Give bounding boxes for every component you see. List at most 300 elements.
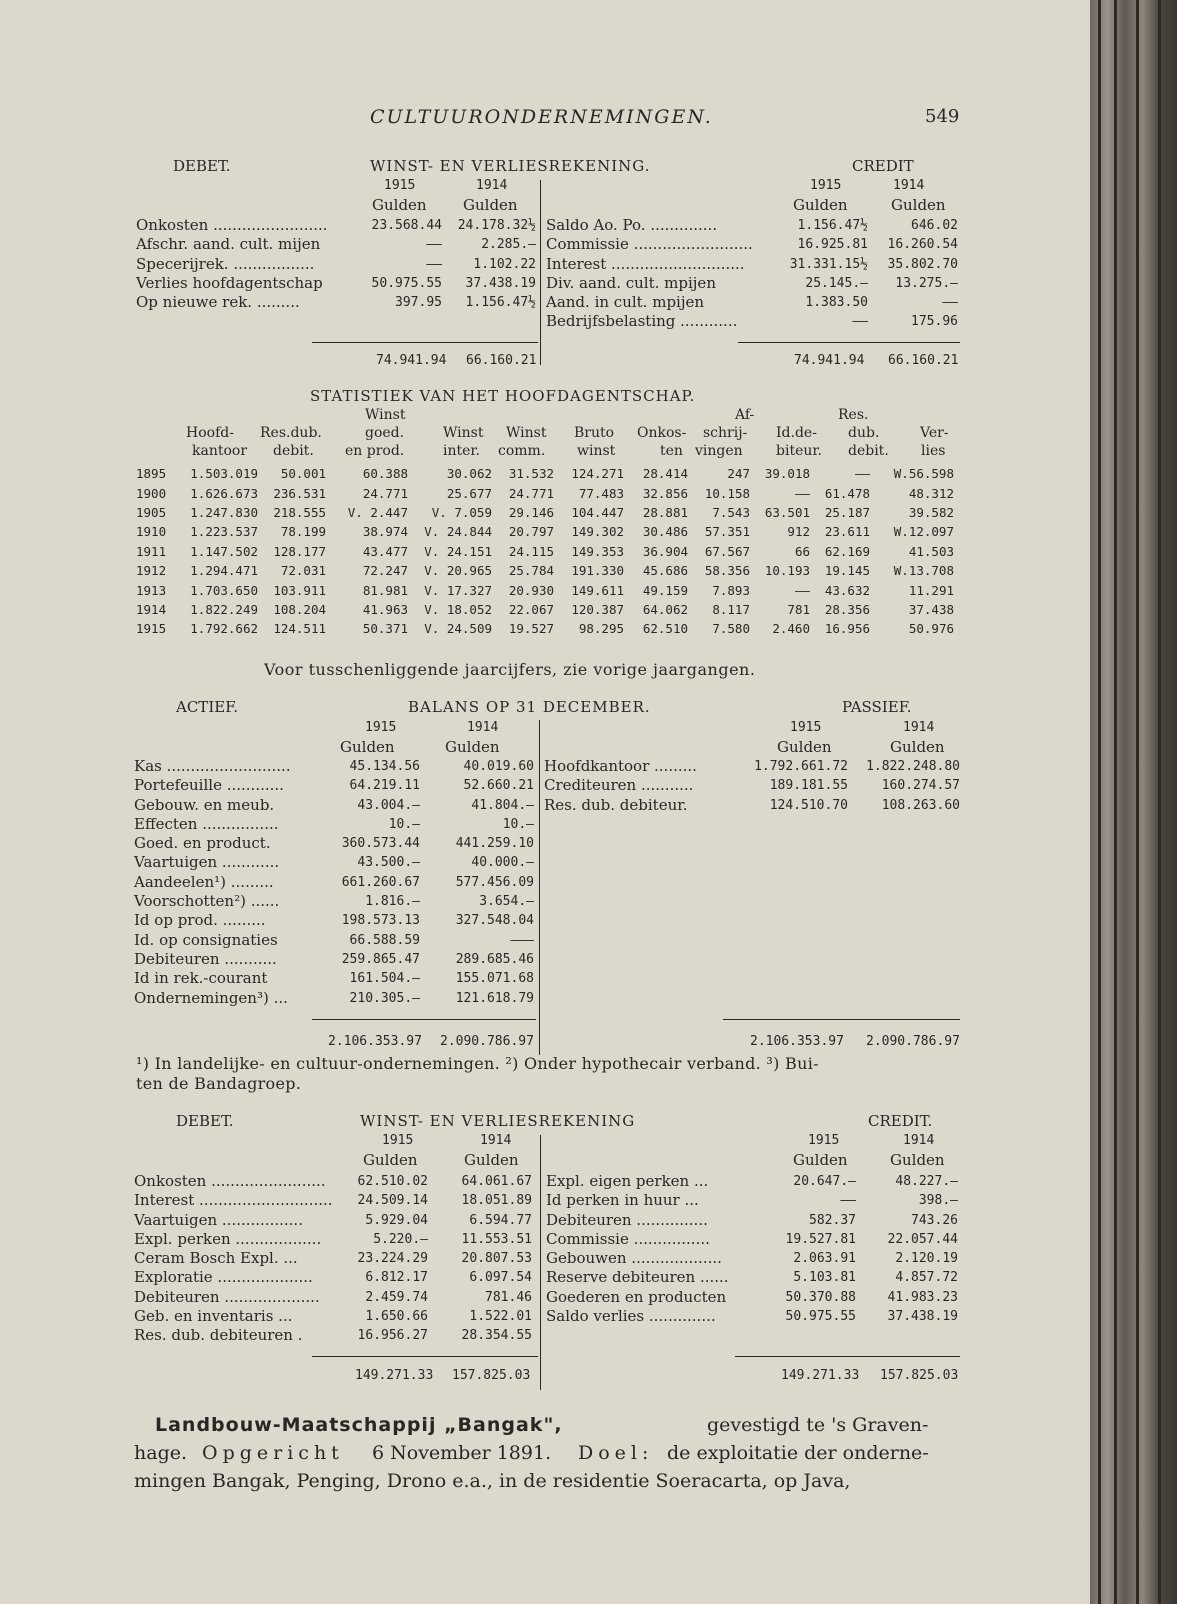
currency-label: Gulden: [793, 196, 848, 214]
table-cell: 29.146: [508, 504, 554, 520]
actief-1914-values: [430, 757, 534, 1008]
line-label: Bedrijfsbelasting ............: [546, 312, 738, 331]
amount: 20.647.—: [793, 1174, 856, 1189]
table-cell: 50.371: [362, 621, 408, 637]
amount: 577.456.09: [455, 874, 534, 890]
table-cell: 1.822.249: [190, 601, 258, 617]
passief-1915-values: [740, 757, 848, 815]
amount: 16.260.54: [887, 237, 958, 253]
table-cell: 23.611: [824, 524, 870, 540]
table-cell: V. 24.509: [424, 621, 492, 637]
amount: 6.594.77: [469, 1212, 532, 1228]
line-label: Exploratie ....................: [134, 1268, 313, 1287]
column-header: kantoor: [192, 443, 248, 459]
amount: 64.061.67: [461, 1174, 532, 1189]
table-cell: 149.353: [571, 543, 624, 559]
table-cell: 1.703.650: [190, 582, 258, 598]
column-header: Winst: [365, 407, 406, 423]
year-1914: 1914: [893, 178, 925, 193]
amount: 1.650.66: [365, 1309, 428, 1325]
year-1915: 1915: [384, 178, 416, 193]
currency-label: Gulden: [464, 1151, 519, 1169]
passief-title: PASSIEF.: [842, 698, 912, 716]
table-cell: 63.501: [764, 504, 810, 520]
table-cell: ——: [854, 466, 870, 482]
line-label: Id in rek.-courant: [134, 969, 268, 988]
column-divider: [539, 720, 540, 1055]
table-row: [136, 542, 954, 561]
line-label: Id op prod. .........: [134, 911, 266, 930]
column-divider: [540, 1135, 541, 1390]
table-cell: 19.145: [824, 563, 870, 579]
table-cell: 149.611: [571, 582, 624, 598]
table-cell: 1895: [136, 466, 167, 482]
amount: 441.259.10: [455, 836, 534, 852]
table-cell: 48.312: [908, 485, 954, 501]
line-label: Debiteuren ...............: [546, 1210, 708, 1229]
company-text: de exploitatie der onderne-: [667, 1442, 929, 1464]
actief-labels: [134, 757, 291, 1008]
section-title: BALANS OP 31 DECEMBER.: [408, 698, 651, 716]
line-label: Onkosten ........................: [136, 216, 328, 234]
table-cell: 912: [787, 524, 810, 540]
statistics-footnote: Voor tusschenliggende jaarcijfers, zie vorige jaargangen.: [264, 660, 756, 679]
amount: 48.227.—: [895, 1174, 958, 1189]
line-label: Afschr. aand. cult. mijen: [136, 235, 321, 254]
year-1915: 1915: [808, 1133, 840, 1148]
table-cell: 64.062: [642, 601, 688, 617]
line-label: Vaartuigen .................: [134, 1210, 303, 1229]
amount: 37.438.19: [887, 1309, 958, 1325]
spine-bar: [1114, 0, 1117, 1604]
spine-bar: [1158, 0, 1161, 1604]
credit-labels: [546, 1172, 729, 1326]
amount: 1.156.47½: [797, 218, 868, 233]
column-header: biteur.: [776, 443, 822, 459]
page-number: 549: [925, 106, 960, 127]
currency-label: Gulden: [793, 1151, 848, 1169]
line-label: Crediteuren ...........: [544, 776, 694, 795]
table-cell: 11.291: [908, 582, 954, 598]
amount: 24.509.14: [357, 1193, 428, 1209]
credit-labels: [546, 216, 753, 332]
total-rule: [723, 1019, 960, 1020]
table-cell: 7.543: [712, 504, 750, 520]
table-cell: 60.388: [362, 466, 408, 482]
credit-title: CREDIT.: [868, 1112, 933, 1130]
line-label: Commissie .........................: [546, 235, 753, 254]
amount: 198.573.13: [341, 913, 420, 929]
statistics-table: [136, 464, 954, 639]
table-cell: 1.792.662: [190, 621, 258, 637]
year-1914: 1914: [480, 1133, 512, 1148]
spine-bar: [1098, 0, 1101, 1604]
passief-1914-values: [850, 757, 960, 815]
amount: ——: [942, 295, 958, 311]
table-cell: 1915: [136, 621, 167, 637]
table-cell: 39.582: [908, 504, 954, 520]
line-label: Saldo Ao. Po. ..............: [546, 216, 718, 234]
table-cell: 28.414: [642, 466, 688, 482]
actief-1915-values: [322, 757, 420, 1008]
table-cell: 1912: [136, 563, 167, 579]
amount: ——: [426, 237, 442, 253]
column-header: ten: [660, 443, 683, 459]
table-cell: 41.963: [362, 601, 408, 617]
table-cell: 8.117: [712, 601, 750, 617]
column-header: dub.: [848, 425, 880, 441]
table-cell: V. 24.844: [424, 524, 492, 540]
line-label: Gebouw. en meub.: [134, 795, 275, 814]
table-cell: 1911: [136, 543, 167, 559]
table-cell: 7.893: [712, 582, 750, 598]
credit-1914-values: [868, 216, 958, 332]
amount: 10.—: [502, 816, 534, 832]
line-label: Expl. eigen perken ...: [546, 1172, 709, 1190]
amount: 37.438.19: [465, 275, 536, 291]
table-row: [136, 503, 954, 522]
credit-1915-values: [760, 1172, 856, 1326]
line-label: Saldo verlies ..............: [546, 1307, 716, 1326]
balance-footnote: ¹) In landelijke- en cultuur-ondernemingen. ²) Onder hypothecair verband. ³) Bui-: [136, 1054, 819, 1073]
total-1915: 149.271.33: [355, 1368, 434, 1383]
amount: 5.929.04: [365, 1212, 428, 1228]
credit-1915-values: [772, 216, 868, 332]
amount: 45.134.56: [349, 759, 420, 774]
amount: 1.102.22: [473, 256, 536, 272]
line-label: Onkosten ........................: [134, 1172, 326, 1190]
column-header: en prod.: [345, 443, 405, 459]
amount: 52.660.21: [463, 778, 534, 794]
total-rule: [312, 1356, 538, 1357]
amount: 40.000.—: [471, 855, 534, 871]
table-cell: 98.295: [578, 621, 624, 637]
column-header: Af-: [735, 407, 755, 423]
amount: 398.—: [918, 1193, 958, 1209]
amount: 13.275.—: [895, 275, 958, 291]
table-cell: 1910: [136, 524, 167, 540]
table-cell: 218.555: [273, 504, 326, 520]
table-cell: 247: [727, 466, 750, 482]
year-1914: 1914: [476, 178, 508, 193]
amount: 1.383.50: [805, 295, 868, 311]
amount: ——: [426, 256, 442, 272]
table-cell: 1.147.502: [190, 543, 258, 559]
amount: 4.857.72: [895, 1270, 958, 1286]
table-cell: W.56.598: [893, 466, 954, 482]
amount: 50.975.55: [371, 275, 442, 291]
debet-title: DEBET.: [176, 1112, 234, 1130]
book-spine: [1090, 0, 1177, 1604]
total-rule: [312, 1019, 536, 1020]
table-cell: 24.115: [508, 543, 554, 559]
table-cell: 1.223.537: [190, 524, 258, 540]
amount: 43.500.—: [357, 855, 420, 871]
spine-bar: [1136, 0, 1139, 1604]
table-cell: 24.771: [508, 485, 554, 501]
total-1915: 149.271.33: [781, 1368, 860, 1383]
amount: 646.02: [911, 218, 958, 233]
amount: 10.—: [388, 816, 420, 832]
line-label: Interest ............................: [546, 254, 745, 273]
column-header: Winst: [506, 425, 547, 441]
column-header: Onkos-: [637, 425, 687, 441]
amount: 661.260.67: [341, 874, 420, 890]
column-header: winst: [577, 443, 616, 459]
amount: 155.071.68: [455, 971, 534, 987]
line-label: Goed. en product.: [134, 834, 271, 853]
amount: 40.019.60: [463, 759, 534, 774]
company-text: hage.: [134, 1442, 188, 1464]
table-cell: 66: [794, 543, 810, 559]
amount: 1.522.01: [469, 1309, 532, 1325]
amount: 28.354.55: [461, 1328, 532, 1344]
table-cell: 62.510: [642, 621, 688, 637]
table-cell: W.13.708: [893, 563, 954, 579]
table-cell: 28.881: [642, 504, 688, 520]
amount: 6.097.54: [469, 1270, 532, 1286]
line-label: Effecten ................: [134, 814, 279, 833]
amount: ——: [840, 1193, 856, 1209]
amount: 16.925.81: [797, 237, 868, 253]
table-cell: 43.477: [362, 543, 408, 559]
table-row: [136, 561, 954, 580]
amount: 6.812.17: [365, 1270, 428, 1286]
table-cell: 31.532: [508, 466, 554, 482]
currency-label: Gulden: [363, 1151, 418, 1169]
amount: ———: [510, 932, 534, 948]
amount: 16.956.27: [357, 1328, 428, 1344]
column-header: comm.: [498, 443, 546, 459]
total-rule: [312, 342, 538, 343]
amount: 189.181.55: [769, 778, 848, 794]
amount: 18.051.89: [461, 1193, 532, 1209]
amount: 582.37: [809, 1212, 856, 1228]
table-cell: 20.930: [508, 582, 554, 598]
amount: ——: [852, 314, 868, 330]
table-cell: 2.460: [772, 621, 810, 637]
table-cell: 50.976: [908, 621, 954, 637]
amount: 41.983.23: [887, 1289, 958, 1305]
table-cell: 81.981: [362, 582, 408, 598]
line-label: Div. aand. cult. mpijen: [546, 273, 716, 292]
currency-label: Gulden: [445, 738, 500, 756]
line-label: Res. dub. debiteur.: [544, 795, 688, 814]
table-cell: 25.187: [824, 504, 870, 520]
column-header: Bruto: [574, 425, 615, 441]
balance-footnote: ten de Bandagroep.: [136, 1074, 302, 1093]
table-cell: 25.784: [508, 563, 554, 579]
table-cell: 22.067: [508, 601, 554, 617]
running-header: CULTUURONDERNEMINGEN.: [370, 106, 713, 128]
year-1914: 1914: [903, 720, 935, 735]
total-1915: 74.941.94: [376, 353, 447, 368]
line-label: Debiteuren ....................: [134, 1287, 320, 1306]
table-cell: 28.356: [824, 601, 870, 617]
table-row: [136, 619, 954, 638]
table-cell: V. 18.052: [424, 601, 492, 617]
amount: 19.527.81: [785, 1231, 856, 1247]
total-1914: 66.160.21: [466, 353, 537, 368]
amount: 210.305.—: [349, 990, 420, 1006]
currency-label: Gulden: [777, 738, 832, 756]
table-cell: 1900: [136, 485, 167, 501]
table-cell: 62.169: [824, 543, 870, 559]
debet-title: DEBET.: [173, 157, 231, 175]
line-label: Debiteuren ...........: [134, 949, 277, 968]
total-1914: 157.825.03: [880, 1368, 959, 1383]
amount: 743.26: [911, 1212, 958, 1228]
table-cell: 191.330: [571, 563, 624, 579]
table-cell: V. 20.965: [424, 563, 492, 579]
table-cell: 58.356: [704, 563, 750, 579]
amount: 35.802.70: [887, 256, 958, 272]
actief-title: ACTIEF.: [176, 698, 239, 716]
column-header: Ver-: [920, 425, 949, 441]
table-row: [136, 600, 954, 619]
line-label: Op nieuwe rek. .........: [136, 293, 300, 312]
table-cell: 1.294.471: [190, 563, 258, 579]
amount: 161.504.—: [349, 971, 420, 987]
line-label: Reserve debiteuren ......: [546, 1268, 729, 1287]
table-cell: 36.904: [642, 543, 688, 559]
amount: 20.807.53: [461, 1251, 532, 1267]
debit-labels: [136, 216, 328, 312]
line-label: Vaartuigen ............: [134, 853, 280, 872]
table-cell: 49.159: [642, 582, 688, 598]
table-cell: 10.193: [764, 563, 810, 579]
line-label: Ceram Bosch Expl. ...: [134, 1249, 298, 1268]
amount: 121.618.79: [455, 990, 534, 1006]
amount: 327.548.04: [455, 913, 534, 929]
amount: 108.263.60: [881, 797, 960, 813]
passief-labels: [544, 757, 697, 815]
line-label: Specerijrek. .................: [136, 254, 315, 273]
table-cell: V. 7.059: [431, 504, 492, 520]
currency-label: Gulden: [372, 196, 427, 214]
table-cell: 37.438: [908, 601, 954, 617]
year-1915: 1915: [810, 178, 842, 193]
amount: 5.103.81: [793, 1270, 856, 1286]
column-header: inter.: [443, 443, 481, 459]
line-label: Goederen en producten: [546, 1287, 727, 1306]
table-cell: 124.511: [273, 621, 326, 637]
company-text-spaced: Doel:: [578, 1442, 654, 1464]
column-header: debit.: [273, 443, 314, 459]
amount: 397.95: [395, 295, 442, 311]
total-1914: 66.160.21: [888, 353, 959, 368]
line-label: Interest ............................: [134, 1191, 333, 1210]
company-heading: Landbouw-Maatschappij „Bangak",: [155, 1414, 563, 1436]
table-cell: 10.158: [704, 485, 750, 501]
amount: 64.219.11: [349, 778, 420, 794]
debit-1915-values: [334, 1172, 428, 1346]
debit-labels: [134, 1172, 333, 1346]
currency-label: Gulden: [891, 196, 946, 214]
table-cell: 103.911: [273, 582, 326, 598]
year-1914: 1914: [903, 1133, 935, 1148]
table-row: [136, 464, 954, 483]
line-label: Ondernemingen³) ...: [134, 988, 288, 1007]
line-label: Aandeelen¹) .........: [134, 872, 274, 891]
amount: 50.370.88: [785, 1289, 856, 1305]
currency-label: Gulden: [890, 738, 945, 756]
line-label: Voorschotten²) ......: [134, 892, 280, 911]
amount: 50.975.55: [785, 1309, 856, 1325]
amount: 43.004.—: [357, 797, 420, 813]
table-cell: 67.567: [704, 543, 750, 559]
amount: 360.573.44: [341, 836, 420, 852]
column-header: schrij-: [703, 425, 748, 441]
line-label: Id perken in huur ...: [546, 1191, 699, 1210]
table-cell: 20.797: [508, 524, 554, 540]
table-cell: 39.018: [764, 466, 810, 482]
amount: 41.804.—: [471, 797, 534, 813]
table-cell: 77.483: [578, 485, 624, 501]
column-header: Res.dub.: [260, 425, 322, 441]
table-cell: 781: [787, 601, 810, 617]
table-cell: 61.478: [824, 485, 870, 501]
table-cell: 124.271: [571, 466, 624, 482]
amount: 160.274.57: [881, 778, 960, 794]
table-cell: 38.974: [362, 524, 408, 540]
amount: 1.792.661.72: [754, 759, 848, 774]
amount: 22.057.44: [887, 1231, 958, 1247]
table-cell: 104.447: [571, 504, 624, 520]
amount: 3.654.—: [479, 894, 534, 910]
table-cell: 41.503: [908, 543, 954, 559]
company-text-spaced: Opgericht: [202, 1442, 344, 1464]
table-cell: 1.626.673: [190, 485, 258, 501]
company-text: mingen Bangak, Penging, Drono e.a., in de residentie Soeracarta, op Java,: [134, 1470, 851, 1492]
year-1915: 1915: [382, 1133, 414, 1148]
amount: 781.46: [485, 1289, 532, 1305]
column-header: vingen: [695, 443, 743, 459]
amount: 66.588.59: [349, 932, 420, 948]
column-header: Hoofd-: [186, 425, 234, 441]
debit-1914-values: [440, 216, 536, 312]
total-rule: [738, 342, 960, 343]
amount: 2.285.—: [481, 237, 536, 253]
amount: 31.331.15½: [789, 256, 868, 272]
table-cell: 43.632: [824, 582, 870, 598]
table-cell: 1.503.019: [190, 466, 258, 482]
credit-title: CREDIT: [852, 157, 914, 175]
amount: 1.156.47½: [465, 295, 536, 311]
amount: 24.178.32½: [457, 218, 536, 233]
total-rule: [735, 1356, 960, 1357]
table-cell: 1914: [136, 601, 167, 617]
line-label: Id. op consignaties: [134, 930, 278, 949]
table-cell: 1905: [136, 504, 167, 520]
table-row: [136, 580, 954, 599]
table-cell: V. 24.151: [424, 543, 492, 559]
total-1915: 74.941.94: [794, 353, 865, 368]
amount: 259.865.47: [341, 951, 420, 967]
column-header: goed.: [365, 425, 405, 441]
table-cell: 78.199: [280, 524, 326, 540]
debit-1914-values: [438, 1172, 532, 1346]
table-cell: W.12.097: [893, 524, 954, 540]
company-text: 6 November 1891.: [372, 1442, 552, 1464]
credit-1914-values: [860, 1172, 958, 1326]
amount: 2.459.74: [365, 1289, 428, 1305]
table-row: [136, 483, 954, 502]
table-cell: 1.247.830: [190, 504, 258, 520]
total-1915: 2.106.353.97: [328, 1034, 422, 1049]
table-cell: 19.527: [508, 621, 554, 637]
total-1914: 157.825.03: [452, 1368, 531, 1383]
